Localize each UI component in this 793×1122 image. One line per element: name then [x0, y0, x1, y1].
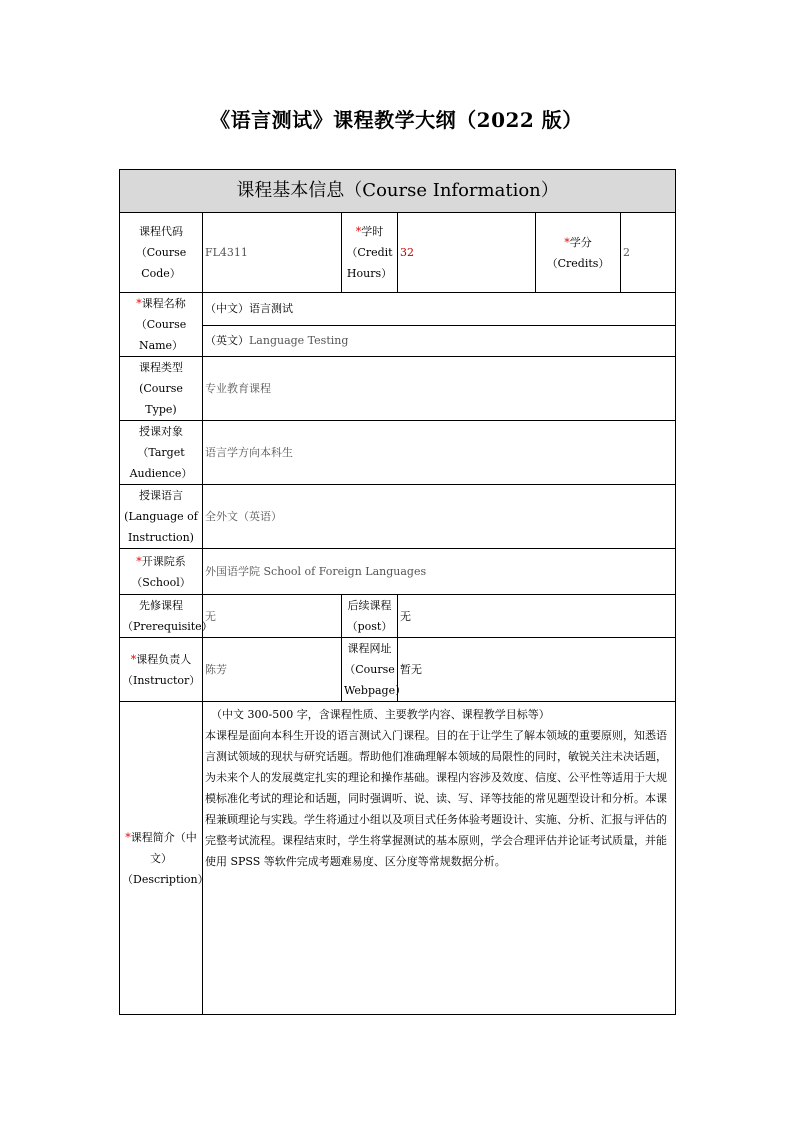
course-name-cn: （中文）语言测试: [203, 293, 676, 326]
course-code-label: 课程代码 （Course Code）: [120, 213, 203, 293]
post-label: 后续课程 （post）: [342, 595, 398, 638]
description-label: *课程简介（中文） （Description）: [120, 702, 203, 1015]
course-type-label: 课程类型 (Course Type): [120, 357, 203, 421]
language-label: 授课语言 (Language of Instruction): [120, 485, 203, 549]
course-code-value: FL4311: [203, 213, 342, 293]
section-header: 课程基本信息（Course Information）: [120, 170, 676, 213]
credits-value: 2: [621, 213, 676, 293]
course-name-en: （英文）Language Testing: [203, 325, 676, 357]
prerequisite-label: 先修课程 （Prerequisite）: [120, 595, 203, 638]
school-value: 外国语学院 School of Foreign Languages: [203, 549, 676, 595]
course-info-table: [119, 169, 676, 1015]
description-value: [203, 702, 676, 1015]
post-value: 无: [398, 595, 676, 638]
webpage-value: 暂无: [398, 638, 676, 702]
audience-label: 授课对象 （Target Audience）: [120, 421, 203, 485]
school-label: *开课院系 （School）: [120, 549, 203, 595]
course-type-value: 专业教育课程: [203, 357, 676, 421]
document-title: 《语言测试》课程教学大纲（2022 版）: [210, 108, 583, 132]
webpage-label: 课程网址 （Course Webpage）: [342, 638, 398, 702]
course-name-label: *课程名称 （Course Name）: [120, 293, 203, 357]
audience-value: 语言学方向本科生: [203, 421, 676, 485]
description-text: 本课程是面向本科生开设的语言测试入门课程。目的在于让学生了解本领域的重要原则，知悉语言测试领域的现状与研究话题。帮助他们准确理解本领域的局限性的同时，敏锐关注未决话题，为未来个人的发展奠定扎实的理论和操作基础。课程内容涉及效度、信度、公平性等适用于大规模标准化考试的理论和话题，同时强调听、说、读、写、译等技能的常见题型设计和分析。本课程兼顾理论与实践。学生将通过小组以及项目式任务体验考题设计、实施、分析、汇报与评估的完整考试流程。课程结束时，学生将掌握测试的基本原则，学会合理评估并论证考试质量，并能使用 SPSS 等软件完成考题难易度、区分度等常规数据分析。: [205, 729, 667, 868]
credits-label: *学分（Credits）: [536, 213, 621, 293]
hours-value: 32: [398, 213, 536, 293]
hours-label: *学时 （Credit Hours）: [342, 213, 398, 293]
description-note: （中文 300-500 字，含课程性质、主要教学内容、课程教学目标等）: [211, 708, 550, 721]
prerequisite-value: 无: [203, 595, 342, 638]
language-value: 全外文（英语）: [203, 485, 676, 549]
instructor-value: 陈芳: [203, 638, 342, 702]
instructor-label: *课程负责人 （Instructor）: [120, 638, 203, 702]
